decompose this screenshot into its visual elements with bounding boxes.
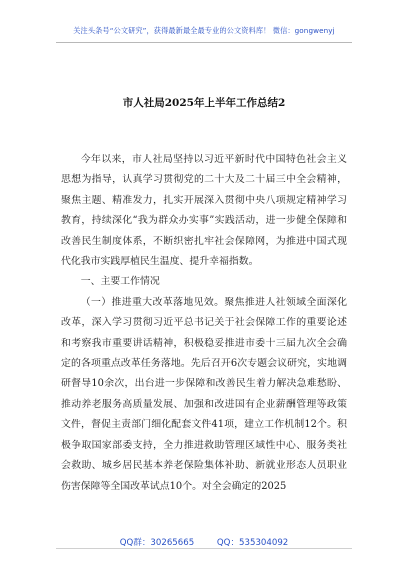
paragraph-reform: （一）推进重大改革落地见效。聚焦推进人社领域全面深化改革，深入学习贯彻习近平总书记关于社会保障工作的重要论述和考察我市重要讲话精神，积极稳妥推进市委十三届九次全会确定的各项重点改革任务落地。先后召开6次专题会议研究，实地调研督导10余次，出台进一步保障和改善民生着力解决急难愁盼、推动养老服务高质量发展、加强和改进国有企业薪酬管理等政策文件，督促主责部门细化配套文件41项，建立工作机制12个。积极争取国家部委支持，全力推进救助管理区域性中心、服务类社会救助、城乡居民基本养老保险集体补助、新就业形态人员职业伤害保障等全国改革试点10个。对全会确定的2025 (61, 296, 347, 492)
footer-qq-group[interactable]: QQ群：30265665 (119, 538, 195, 548)
document-title: 市人社局2025年上半年工作总结2 (122, 97, 286, 109)
footer-divider (56, 548, 352, 549)
header-divider (56, 42, 352, 43)
document-body (61, 150, 347, 497)
paragraph-intro: 今年以来，市人社局坚持以习近平新时代中国特色社会主义思想为指导，认真学习贯彻党的二十大及二十届三中全会精神，聚焦主题、精准发力，扎实开展深入贯彻中央八项规定精神学习教育，持续深化“我为群众办实事”实践活动，进一步健全保障和改善民生制度体系，不断织密扎牢社会保障网，为推进中国式现代化我市实践厚植民生温度、提升幸福指数。 (61, 154, 347, 268)
footer-contact (0, 536, 408, 548)
section-heading: 一、主要工作情况 (80, 276, 160, 288)
header-banner[interactable]: 关注头条号“公文研究”，获得最新最全最专业的公文资料库！ 微信：gongwenyj (73, 26, 335, 35)
footer-qq[interactable]: QQ：535304092 (216, 538, 289, 548)
